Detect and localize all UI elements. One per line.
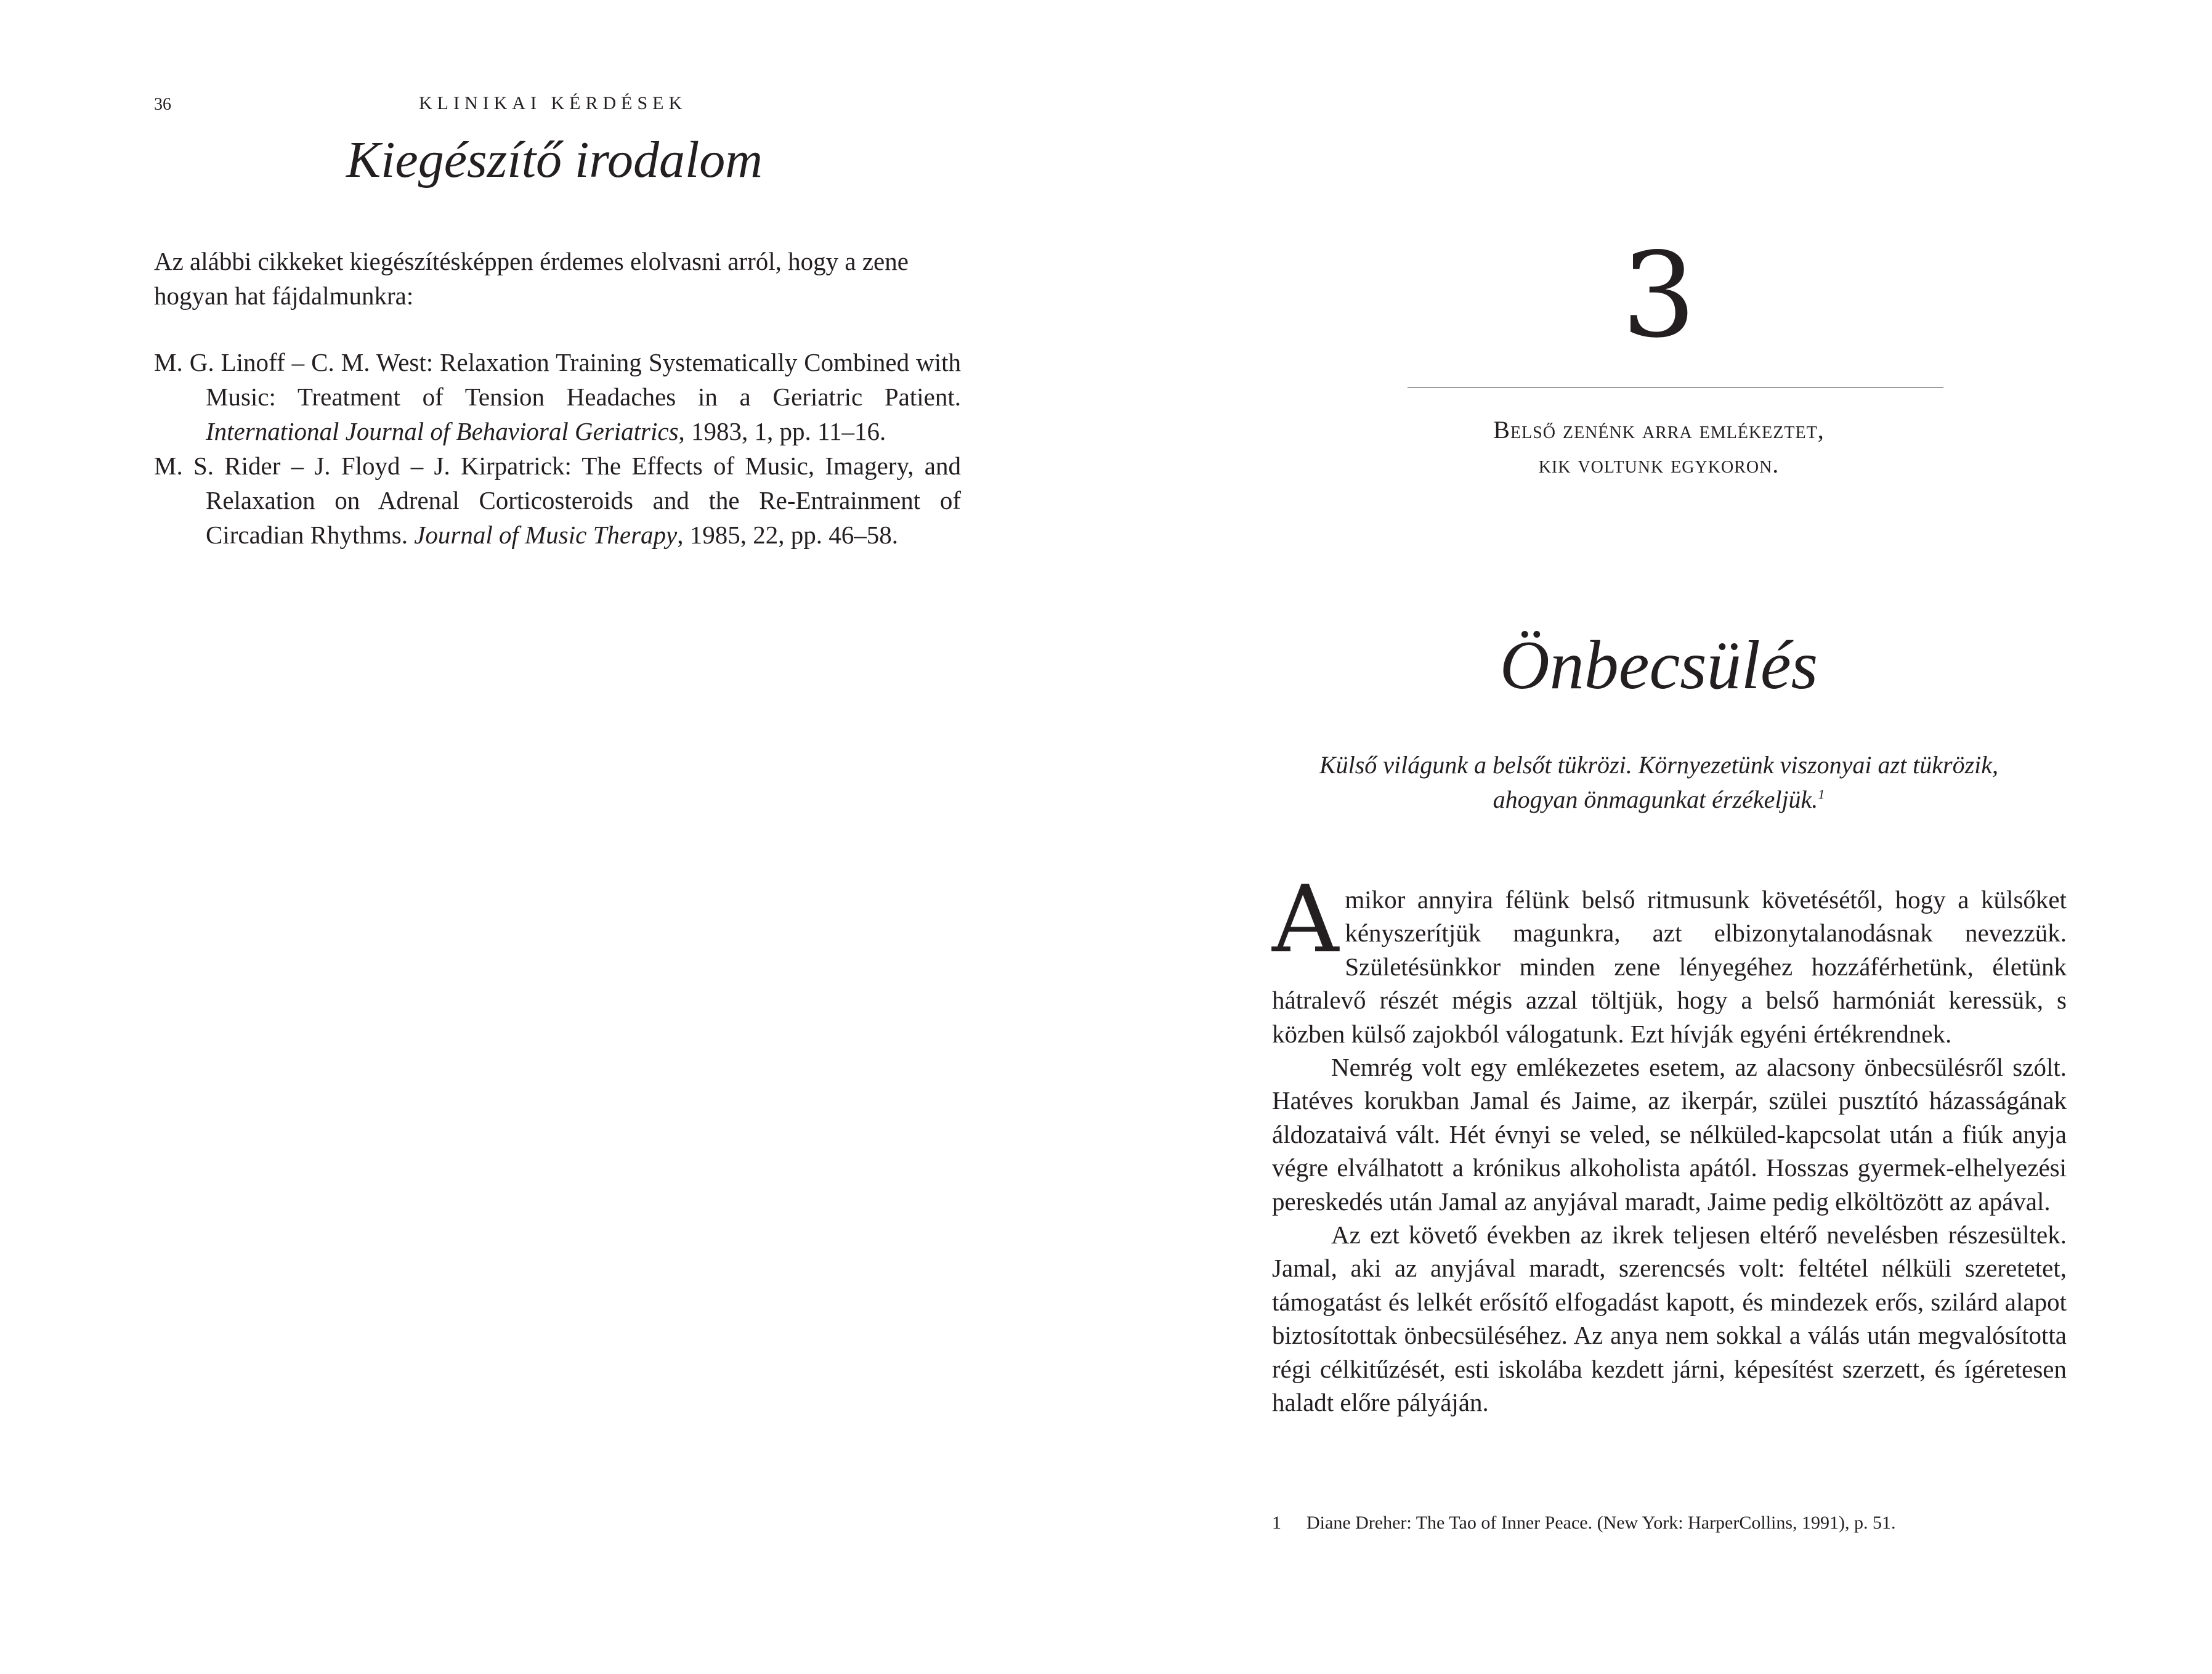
body-text bbox=[1272, 866, 2067, 1420]
drop-cap: A bbox=[1272, 866, 1339, 973]
bibliography-authors-title: M. S. Rider – J. Floyd – J. Kirpatrick: The Effects of Music, Imagery, and Relaxation on Adrenal Corticosteroids and the Re-Entrainment of Circadian Rhythms. bbox=[154, 452, 961, 549]
bibliography-entry bbox=[154, 449, 961, 552]
chapter-epigraph bbox=[1106, 413, 2212, 482]
body-paragraph bbox=[1272, 866, 2067, 1050]
bibliography-authors-title: M. G. Linoff – C. M. West: Relaxation Training Systematically Combined with Music: Treatment of Tension Headaches in a Geriatric Patient. bbox=[154, 348, 961, 411]
epigraph-line: Belső zenénk arra emlékeztet, bbox=[1493, 416, 1825, 444]
body-paragraph: Az ezt követő években az ikrek teljesen eltérő nevelésben részesültek. Jamal, aki az anyjával maradt, szerencsés volt: feltétel nélküli szeretetet, támogatást és lelkét erősítő elfogadást kapott, és mindezek erős, szilárd alapot biztosítottak önbecsüléséhez. Az anya nem sokkal a válás után megvalósította régi célkitűzését, esti iskolába kezdett járni, képesítést szerzett, és ígéretesen haladt előre pályáján. bbox=[1272, 1221, 2067, 1417]
footnote-number: 1 bbox=[1272, 1513, 1281, 1533]
intro-paragraph: Az alábbi cikkeket kiegészítésképpen érdemes elolvasni arról, hogy a zene hogyan hat fájdalmunkra: bbox=[154, 247, 909, 310]
footnote bbox=[1272, 1511, 2067, 1535]
bibliography-journal: International Journal of Behavioral Geriatrics bbox=[206, 417, 679, 445]
footnote-text: Diane Dreher: The Tao of Inner Peace. (New York: HarperCollins, 1991), p. 51. bbox=[1307, 1513, 1896, 1533]
bibliography-entry bbox=[154, 345, 961, 449]
body-paragraph: Nemrég volt egy emlékezetes esetem, az alacsony önbecsülésről szólt. Hatéves korukban Jamal és Jaime, az ikerpár, szülei pusztító házasságának áldozataivá vált. Hét évnyi se veled, se nélküled-kapcsolat után a fiúk anyja végre elválhatott a krónikus alkoholista apától. Hosszas gyermek-elhelyezési pereskedés után Jamal az anyjával maradt, Jaime pedig elköltözött az apával. bbox=[1272, 1053, 2067, 1216]
section-title: Kiegészítő irodalom bbox=[346, 131, 763, 189]
chapter-motto bbox=[1260, 748, 2058, 817]
chapter-divider bbox=[1408, 387, 1943, 388]
motto-line: ahogyan önmagunkat érzékeljük. bbox=[1493, 786, 1818, 813]
bibliography-list bbox=[154, 345, 961, 552]
page-number: 36 bbox=[154, 95, 171, 114]
body-paragraph-text: mikor annyira félünk belső ritmusunk követésétől, hogy a külsőket kényszerítjük magunkra, azt elbizonytalanodásnak nevezzük. Születésünkkor minden zene lényegéhez hozzáférhetünk, életünk hátralevő részét mégis azzal töltjük, hogy a belső harmóniát keressük, s közben külső zajokból válogatunk. Ezt hívják egyéni értékrendnek. bbox=[1272, 885, 2067, 1048]
running-head: KLINIKAI KÉRDÉSEK bbox=[419, 93, 687, 113]
right-page bbox=[1106, 0, 2212, 1674]
epigraph-line: kik voltunk egykoron. bbox=[1538, 450, 1780, 478]
chapter-title: Önbecsülés bbox=[1499, 627, 1818, 704]
motto-line-2 bbox=[1260, 782, 2058, 817]
footnote-reference: 1 bbox=[1818, 786, 1825, 802]
bibliography-details: , 1983, 1, pp. 11–16. bbox=[678, 417, 886, 445]
bibliography-details: , 1985, 22, pp. 46–58. bbox=[677, 521, 899, 549]
chapter-number: 3 bbox=[1621, 227, 1696, 364]
motto-line: Külső világunk a belsőt tükrözi. Környezetünk viszonyai azt tükrözik, bbox=[1319, 751, 1999, 779]
bibliography-journal: Journal of Music Therapy bbox=[414, 521, 678, 549]
